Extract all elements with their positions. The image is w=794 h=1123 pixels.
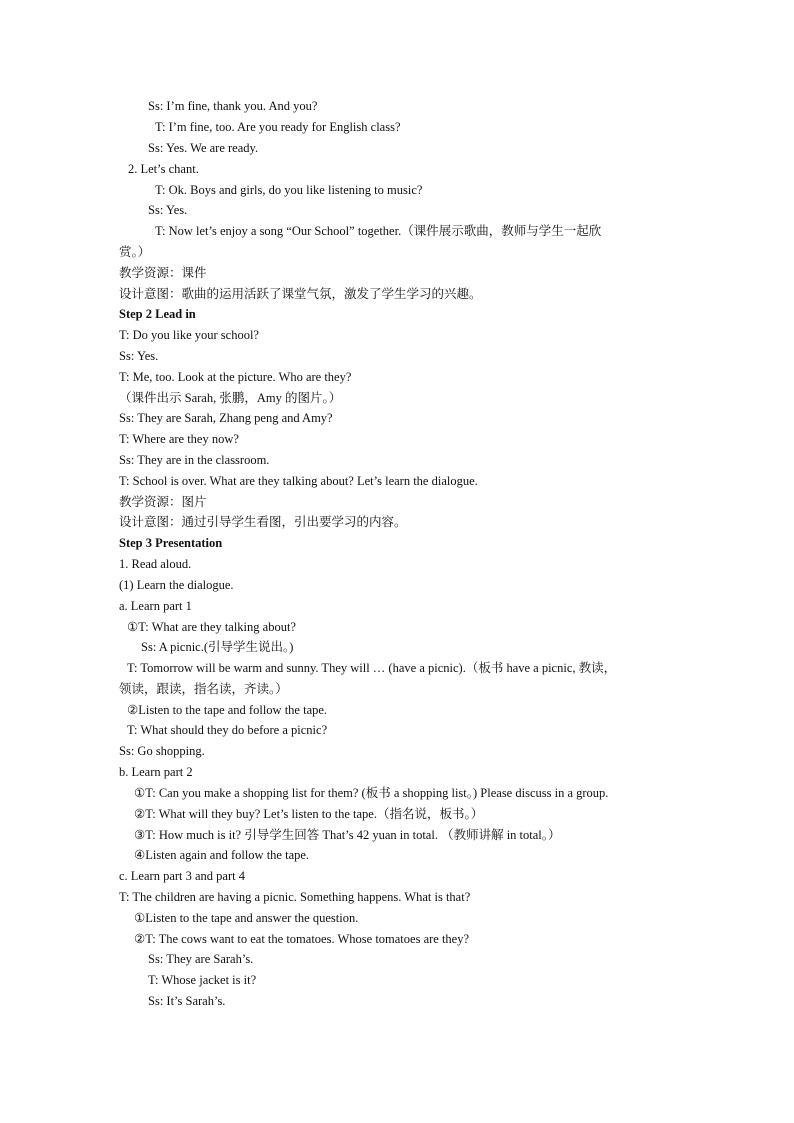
text-line: Ss: They are Sarah, Zhang peng and Amy?: [119, 411, 333, 425]
text-line: T: The children are having a picnic. Something happens. What is that?: [119, 890, 471, 904]
text-line: 教学资源：图片: [119, 495, 207, 509]
text-line: T: Ok. Boys and girls, do you like listening to music?: [155, 183, 423, 197]
text-line: 1. Read aloud.: [119, 557, 192, 571]
text-line: T: I’m fine, too. Are you ready for English class?: [155, 120, 401, 134]
text-line: ②T: What will they buy? Let’s listen to the tape.（指名说，板书。）: [134, 807, 484, 821]
text-line: 教学资源：课件: [119, 266, 207, 280]
text-line: ④Listen again and follow the tape.: [134, 848, 310, 862]
text-line: Ss: Yes.: [119, 349, 159, 363]
text-line: Ss: They are Sarah’s.: [148, 952, 254, 966]
text-line: ③T: How much is it? 引导学生回答 That’s 42 yuan in total. （教师讲解 in total。）: [134, 828, 561, 842]
text-line: T: School is over. What are they talking about? Let’s learn the dialogue.: [119, 474, 478, 488]
text-line: 设计意图：歌曲的运用活跃了课堂气氛，激发了学生学习的兴趣。: [119, 287, 482, 301]
text-line: ②T: The cows want to eat the tomatoes. Whose tomatoes are they?: [134, 932, 470, 946]
text-line: ②Listen to the tape and follow the tape.: [127, 703, 328, 717]
text-line: Ss: They are in the classroom.: [119, 453, 270, 467]
text-line: b. Learn part 2: [119, 765, 193, 779]
text-line: T: What should they do before a picnic?: [127, 723, 328, 737]
text-line: (1) Learn the dialogue.: [119, 578, 234, 592]
text-line: ①Listen to the tape and answer the question.: [134, 911, 359, 925]
text-line: 2. Let’s chant.: [128, 162, 199, 176]
text-line: Ss: I’m fine, thank you. And you?: [148, 99, 318, 113]
text-line: T: Me, too. Look at the picture. Who are they?: [119, 370, 352, 384]
text-line: 设计意图：通过引导学生看图，引出要学习的内容。: [119, 515, 407, 529]
text-line: Ss: A picnic.(引导学生说出。): [141, 640, 294, 654]
text-line: a. Learn part 1: [119, 599, 192, 613]
text-line: ①T: Can you make a shopping list for them? (板书 a shopping list。) Please discuss in a group.: [134, 786, 609, 800]
text-line: Ss: Yes.: [148, 203, 188, 217]
text-line: T: Tomorrow will be warm and sunny. They will … (have a picnic).（板书 have a picnic, 教读，: [127, 661, 617, 675]
text-line: T: Now let’s enjoy a song “Our School” together.（课件展示歌曲，教师与学生一起欣: [155, 224, 602, 238]
text-line: （课件出示 Sarah, 张鹏，Amy 的图片。）: [119, 391, 342, 405]
section-heading: Step 3 Presentation: [119, 536, 223, 550]
text-line: Ss: Go shopping.: [119, 744, 205, 758]
text-line: 领读，跟读，指名读，齐读。）: [119, 682, 288, 696]
text-line: 赏。）: [119, 245, 151, 259]
text-line: ①T: What are they talking about?: [127, 620, 296, 634]
text-line: T: Whose jacket is it?: [148, 973, 257, 987]
text-line: Ss: It’s Sarah’s.: [148, 994, 226, 1008]
text-line: T: Where are they now?: [119, 432, 239, 446]
section-heading: Step 2 Lead in: [119, 307, 196, 321]
text-line: T: Do you like your school?: [119, 328, 259, 342]
text-line: Ss: Yes. We are ready.: [148, 141, 259, 155]
text-line: c. Learn part 3 and part 4: [119, 869, 245, 883]
